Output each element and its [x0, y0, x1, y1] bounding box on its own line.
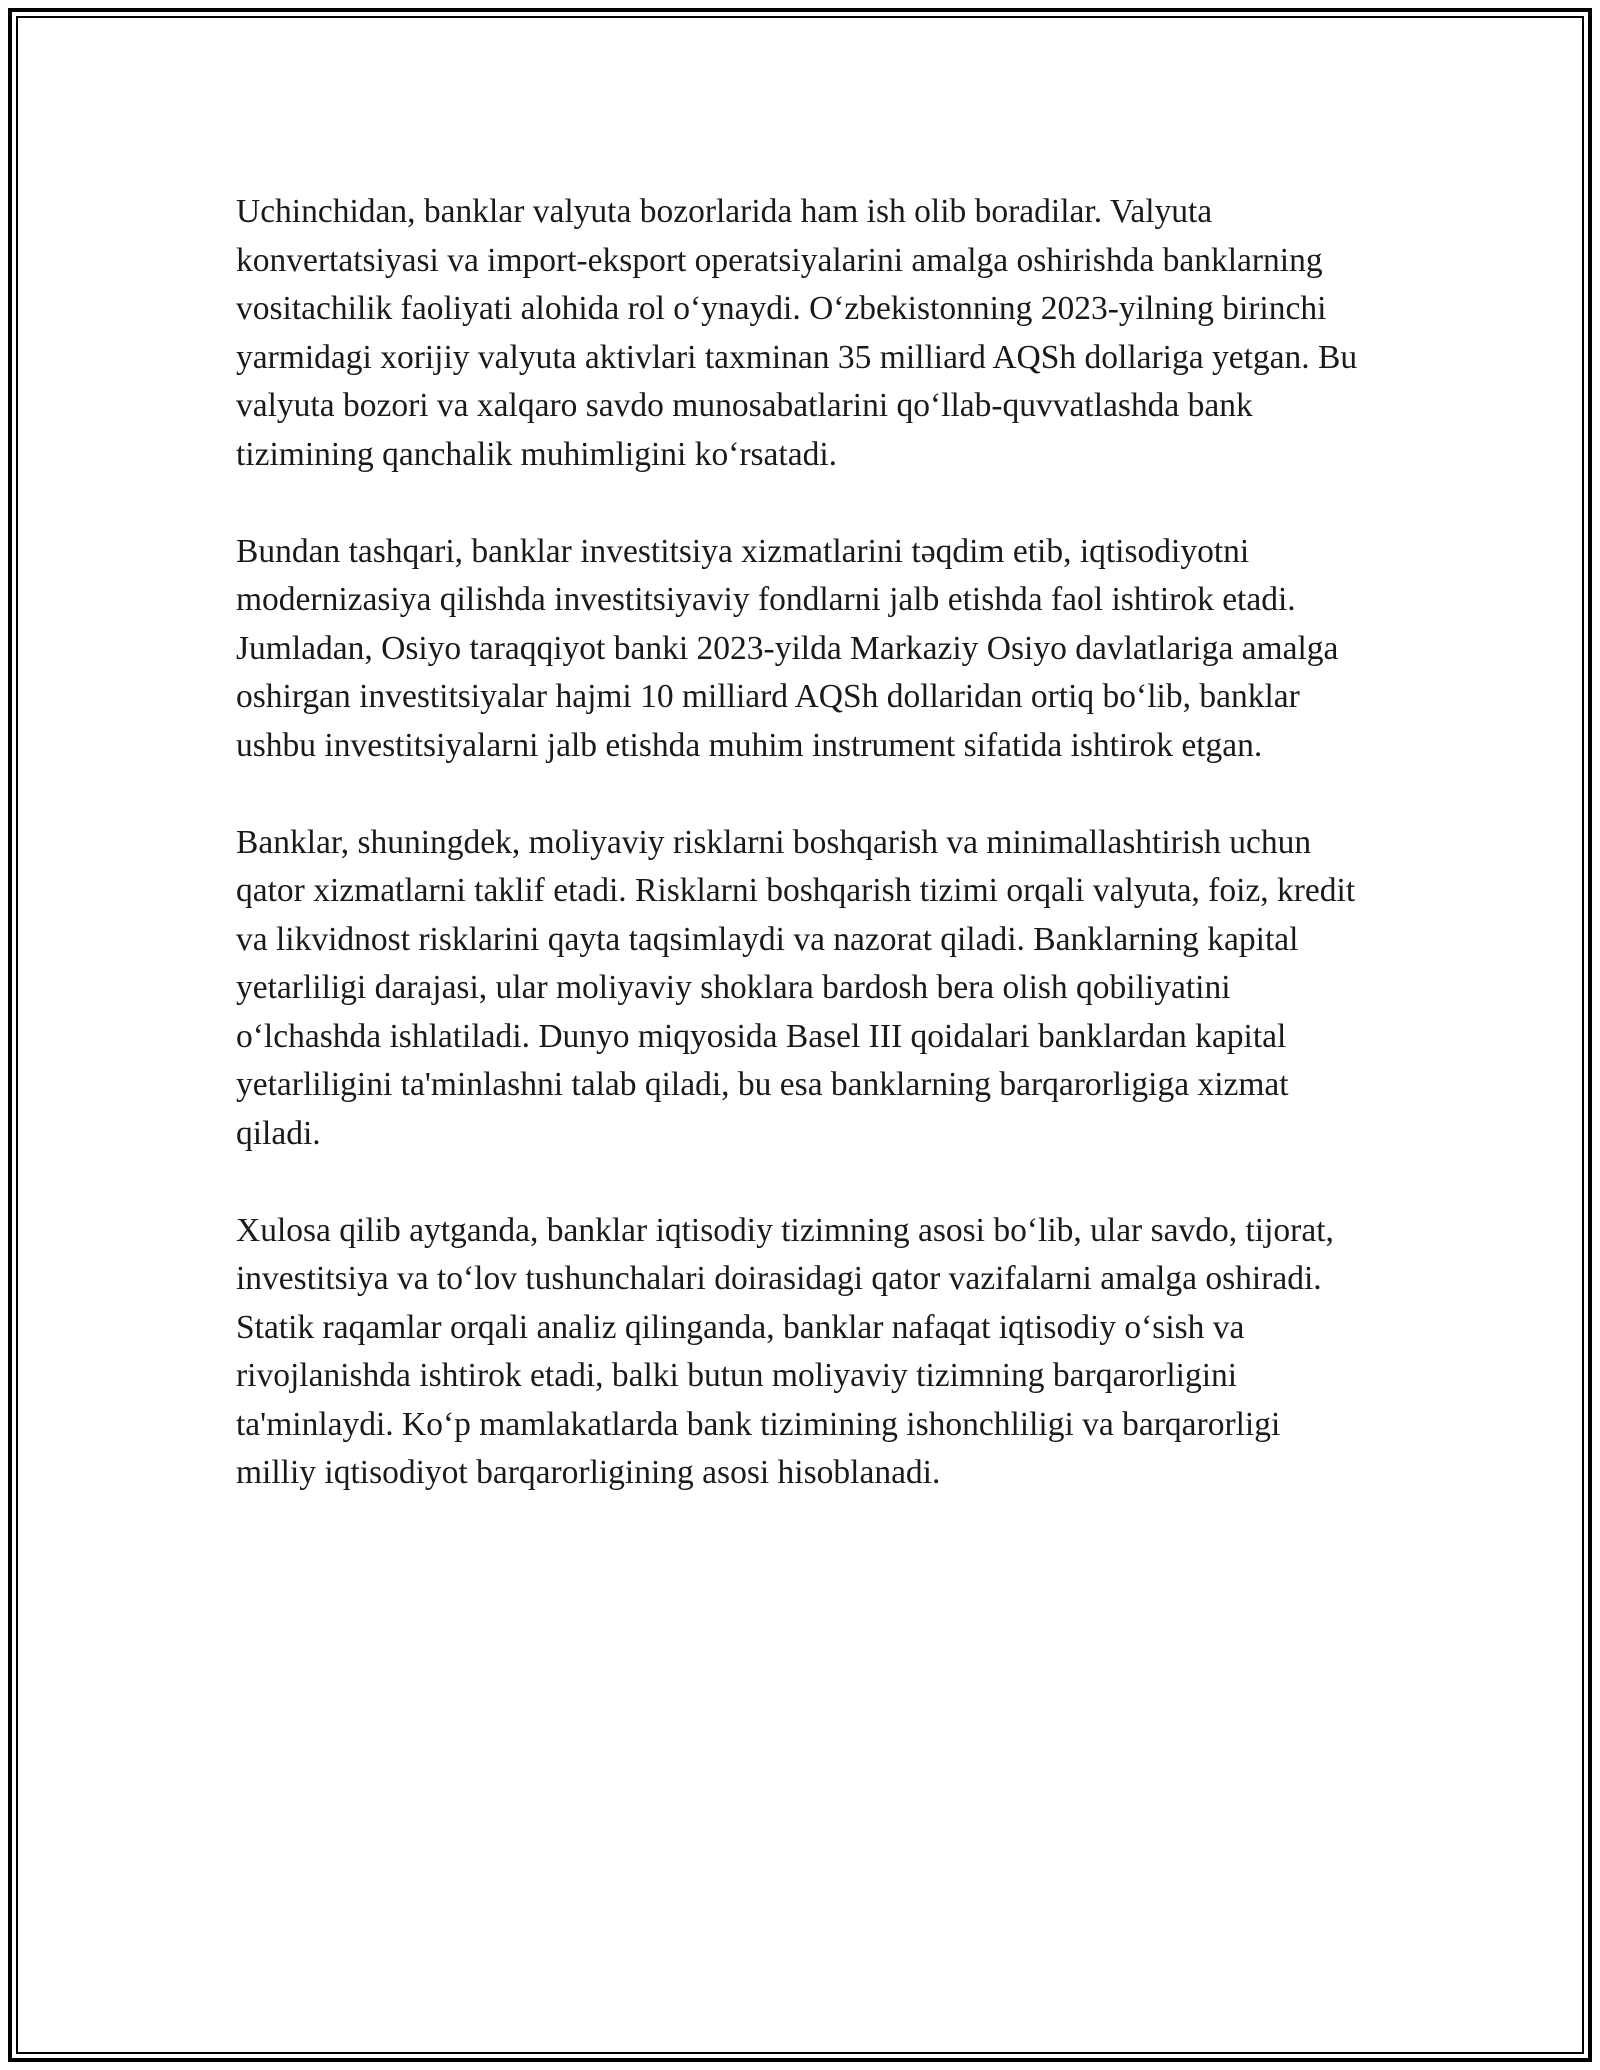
- paragraph-currency-markets: Uchinchidan, banklar valyuta bozorlarida ham ish olib boradilar. Valyuta konvertatsiyasi va import-eksport operatsiyalarini amalga oshirishda banklarning vositachilik faoliyati alohida rol o‘ynaydi. O‘zbekistonning 2023-yilning birinchi yarmidagi xorijiy valyuta aktivlari taxminan 35 milliard AQSh dollariga yetgan. Bu valyuta bozori va xalqaro savdo munosabatlarini qo‘llab-quvvatlashda bank tizimining qanchalik muhimligini ko‘rsatadi.: [236, 193, 1358, 473]
- paragraph-conclusion: Xulosa qilib aytganda, banklar iqtisodiy tizimning asosi bo‘lib, ular savdo, tijorat, investitsiya va to‘lov tushunchalari doirasidagi qator vazifalarni amalga oshiradi. Statik raqamlar orqali analiz qilinganda, banklar nafaqat iqtisodiy o‘sish va rivojlanishda ishtirok etadi, balki butun moliyaviy tizimning barqarorligini ta'minlaydi. Ko‘p mamlakatlarda bank tizimining ishonchliligi va barqarorligi milliy iqtisodiyot barqarorligining asosi hisoblanadi.: [236, 1211, 1334, 1491]
- paragraph-investment-services: Bundan tashqari, banklar investitsiya xizmatlarini təqdim etib, iqtisodiyotni modernizasiya qilishda investitsiyaviy fondlarni jalb etishda faol ishtirok etadi. Jumladan, Osiyo taraqqiyot banki 2023-yilda Markaziy Osiyo davlatlariga amalga oshirgan investitsiyalar hajmi 10 milliard AQSh dollaridan ortiq bo‘lib, banklar ushbu investitsiyalarni jalb etishda muhim instrument sifatida ishtirok etgan.: [236, 532, 1339, 764]
- paragraph-risk-management: Banklar, shuningdek, moliyaviy risklarni boshqarish va minimallashtirish uchun qator xizmatlarni taklif etadi. Risklarni boshqarish tizimi orqali valyuta, foiz, kredit va likvidnost risklarini qayta taqsimlaydi va nazorat qiladi. Banklarning kapital yetarliligi darajasi, ular moliyaviy shoklara bardosh bera olish qobiliyatini o‘lchashda ishlatiladi. Dunyo miqyosida Basel III qoidalari banklardan kapital yetarliligini ta'minlashni talab qiladi, bu esa banklarning barqarorligiga xizmat qiladi.: [236, 823, 1356, 1152]
- document-body: [236, 188, 1366, 1546]
